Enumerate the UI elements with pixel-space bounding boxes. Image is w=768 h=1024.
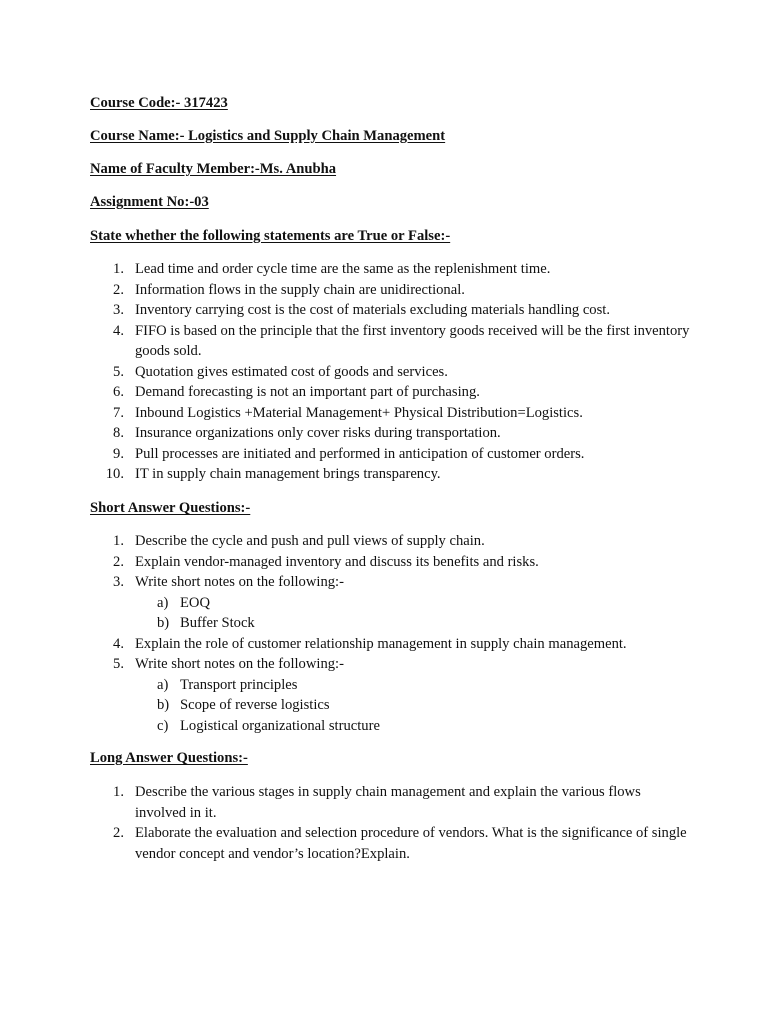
sub-item-letter: a) (157, 594, 169, 611)
item-text: Pull processes are initiated and performed in anticipation of customer orders. (135, 445, 585, 462)
list-item (90, 823, 690, 864)
sub-item-letter: a) (157, 676, 169, 693)
item-text: Inventory carrying cost is the cost of materials excluding materials handling cost. (135, 302, 610, 318)
item-text: Explain the role of customer relationship management in supply chain management. (135, 635, 627, 652)
short-answer-list (90, 531, 690, 736)
list-item (90, 654, 690, 736)
sub-item-letter: c) (157, 717, 169, 734)
item-text: Explain vendor-managed inventory and discuss its benefits and risks. (135, 553, 539, 570)
list-item (90, 552, 690, 573)
item-number: 9. (113, 445, 124, 462)
faculty-name: Name of Faculty Member:-Ms. Anubha (90, 161, 337, 177)
item-number: 1. (113, 533, 124, 549)
course-code: Course Code:- 317423 (90, 95, 228, 111)
sub-list-item (135, 675, 690, 696)
sub-list (135, 675, 690, 737)
item-text: Describe the various stages in supply chain management and explain the various flows involved in it. (135, 784, 641, 821)
list-item (90, 531, 690, 552)
sub-item-letter: b) (157, 615, 170, 631)
item-text: IT in supply chain management brings transparency. (135, 466, 441, 482)
course-name: Course Name:- Logistics and Supply Chain Management (90, 128, 446, 144)
list-item (90, 362, 690, 383)
short-answer-heading: Short Answer Questions:- (90, 500, 251, 516)
item-text: FIFO is based on the principle that the first inventory goods received will be the first inventory goods sold. (135, 322, 690, 359)
sub-list-item (135, 716, 690, 737)
item-text: Quotation gives estimated cost of goods and services. (135, 363, 448, 380)
sub-list-item (135, 695, 690, 716)
item-number: 5. (113, 656, 124, 672)
item-text: Lead time and order cycle time are the same as the replenishment time. (135, 261, 551, 277)
item-number: 7. (113, 404, 124, 421)
item-number: 4. (113, 322, 124, 339)
item-number: 1. (113, 261, 124, 277)
item-number: 2. (113, 825, 124, 841)
sub-list-item (135, 593, 690, 614)
sub-list-item (135, 613, 690, 634)
item-text: Inbound Logistics +Material Management+ Physical Distribution=Logistics. (135, 404, 583, 421)
item-number: 3. (113, 302, 124, 318)
long-answer-heading: Long Answer Questions:- (90, 750, 248, 766)
item-number: 8. (113, 425, 124, 441)
list-item (90, 280, 690, 301)
list-item (90, 321, 690, 362)
item-number: 4. (113, 635, 124, 652)
item-number: 1. (113, 784, 124, 800)
list-item (90, 444, 690, 465)
assignment-number: Assignment No:-03 (90, 194, 209, 210)
list-item (90, 259, 690, 280)
true-false-heading: State whether the following statements are True or False:- (90, 228, 451, 244)
sub-item-letter: b) (157, 697, 170, 713)
item-text: Write short notes on the following:- (135, 656, 344, 672)
item-text: Describe the cycle and push and pull views of supply chain. (135, 533, 485, 549)
list-item (90, 382, 690, 403)
item-number: 2. (113, 553, 124, 570)
list-item (90, 403, 690, 424)
item-text: Elaborate the evaluation and selection procedure of vendors. What is the significance of single vendor concept and vendor’s location?Explain. (135, 825, 687, 862)
item-number: 10. (105, 466, 124, 482)
list-item (90, 634, 690, 655)
list-item (90, 782, 690, 823)
list-item (90, 572, 690, 634)
sub-item-text: Scope of reverse logistics (180, 697, 330, 713)
item-text: Demand forecasting is not an important part of purchasing. (135, 384, 480, 400)
item-text: Write short notes on the following:- (135, 574, 344, 590)
sub-item-text: Buffer Stock (180, 615, 255, 631)
item-number: 5. (113, 363, 124, 380)
sub-item-text: Transport principles (180, 676, 298, 693)
true-false-list (90, 259, 690, 485)
list-item (90, 464, 690, 485)
long-answer-list (90, 782, 690, 864)
item-text: Insurance organizations only cover risks during transportation. (135, 425, 501, 441)
item-number: 2. (113, 281, 124, 298)
item-text: Information flows in the supply chain are unidirectional. (135, 281, 465, 298)
sub-list (135, 593, 690, 634)
item-number: 6. (113, 384, 124, 400)
list-item (90, 300, 690, 321)
sub-item-text: Logistical organizational structure (180, 717, 380, 734)
list-item (90, 423, 690, 444)
item-number: 3. (113, 574, 124, 590)
sub-item-text: EOQ (180, 594, 210, 611)
